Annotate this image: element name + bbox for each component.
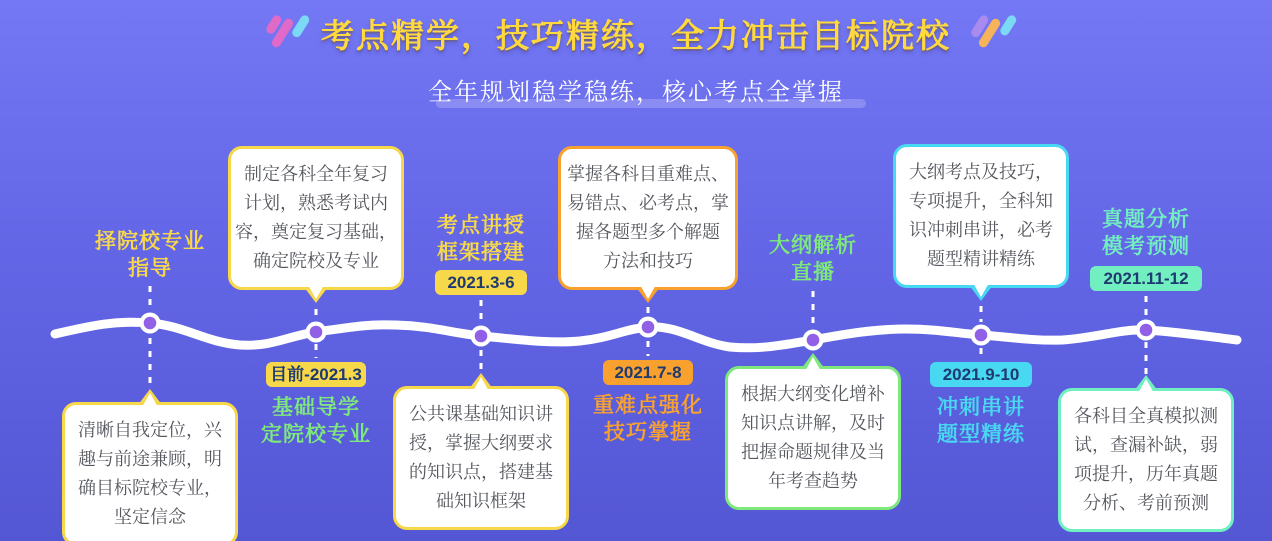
stage2-detail-line: 计划，熟悉考试内 — [244, 193, 388, 213]
page-title: 考点精学，技巧精练，全力冲击目标院校 — [321, 16, 951, 54]
timeline-node-5 — [803, 330, 824, 351]
stage7-detail-line: 项提升，历年真题 — [1074, 464, 1218, 484]
timeline-node-1 — [140, 313, 161, 334]
stage5-callout — [725, 366, 901, 510]
stage3-detail-line: 础知识框架 — [436, 491, 526, 511]
stage6-label-line2: 题型精练 — [937, 423, 1025, 446]
stage3-detail-line: 公共课基础知识讲 — [409, 404, 553, 424]
stage6-detail-line: 大纲考点及技巧， — [909, 162, 1053, 182]
stage7-label — [1058, 206, 1234, 260]
stage4-callout — [558, 146, 738, 290]
stage7-detail-line: 各科目全真模拟测 — [1074, 406, 1218, 426]
stage2-callout — [228, 146, 404, 290]
stage3-label — [393, 212, 569, 266]
stage4-date-badge: 2021.7-8 — [603, 360, 693, 385]
stage1-callout-tail — [138, 389, 162, 405]
stage4-detail-line: 易错点、必考点，掌 — [567, 193, 729, 213]
stage5-detail-line: 年考查趋势 — [768, 471, 858, 491]
stage2-date-badge: 目前-2021.3 — [266, 362, 366, 387]
stage1-detail-line: 清晰自我定位，兴 — [78, 420, 222, 440]
stage3-date-badge: 2021.3-6 — [435, 270, 527, 295]
stage2-detail-line: 容，奠定复习基础， — [235, 222, 397, 242]
stage4-detail-line: 掌握各科目重难点、 — [567, 164, 729, 184]
stage2-callout-tail — [304, 287, 328, 303]
stage2-label-line1: 基础导学 — [272, 396, 360, 419]
stage7-label-line2: 模考预测 — [1102, 235, 1190, 258]
stage1-callout — [62, 402, 238, 541]
stage7-label-line1: 真题分析 — [1102, 208, 1190, 231]
stage4-callout-tail — [636, 287, 660, 303]
stage4-detail-line: 方法和技巧 — [603, 251, 693, 271]
stage6-label-line1: 冲刺串讲 — [937, 396, 1025, 419]
stage6-label — [893, 394, 1069, 448]
stage6-callout — [893, 144, 1069, 288]
stage5-label — [725, 232, 901, 286]
stage5-label-line1: 大纲解析 — [769, 234, 857, 257]
page-subtitle: 全年规划稳学稳练，核心考点全掌握 — [428, 79, 844, 106]
stage1-detail-line: 趣与前途兼顾，明 — [78, 449, 222, 469]
stage4-label — [560, 392, 736, 446]
stage5-callout-tail — [801, 353, 825, 369]
stage3-detail-line: 的知识点，搭建基 — [409, 462, 553, 482]
stage2-label-line2: 定院校专业 — [261, 423, 371, 446]
stage4-label-line1: 重难点强化 — [593, 394, 703, 417]
stage6-detail-line: 专项提升，全科知 — [909, 191, 1053, 211]
stage7-callout — [1058, 388, 1234, 532]
stage7-detail-line: 试，查漏补缺，弱 — [1074, 435, 1218, 455]
stage6-date-badge: 2021.9-10 — [930, 362, 1032, 387]
stage1-label-line2: 指导 — [128, 257, 172, 280]
stage3-callout-tail — [469, 373, 493, 389]
stage1-label-line1: 择院校专业 — [95, 230, 205, 253]
stage6-callout-tail — [969, 285, 993, 301]
stage2-detail-line: 制定各科全年复习 — [244, 164, 388, 184]
stage1-detail-line: 坚定信念 — [114, 507, 186, 527]
stage1-label — [62, 228, 238, 282]
stage3-label-line2: 框架搭建 — [437, 241, 525, 264]
stage4-detail-line: 握各题型多个解题 — [576, 222, 720, 242]
timeline-node-2 — [306, 322, 327, 343]
stage7-callout-tail — [1134, 375, 1158, 391]
timeline-node-6 — [971, 325, 992, 346]
stage5-detail-line: 知识点讲解，及时 — [741, 413, 885, 433]
stage5-label-line2: 直播 — [791, 261, 835, 284]
stage3-callout — [393, 386, 569, 530]
stage5-detail-line: 根据大纲变化增补 — [741, 384, 885, 404]
stage6-detail-line: 题型精讲精练 — [927, 249, 1035, 269]
stage3-detail-line: 授，掌握大纲要求 — [409, 433, 553, 453]
stage7-detail-line: 分析、考前预测 — [1083, 493, 1209, 513]
stage6-detail-line: 识冲刺串讲，必考 — [909, 220, 1053, 240]
stage3-label-line1: 考点讲授 — [437, 214, 525, 237]
stage4-label-line2: 技巧掌握 — [604, 421, 692, 444]
stage2-label — [228, 394, 404, 448]
timeline-node-3 — [471, 326, 492, 347]
timeline-node-7 — [1136, 320, 1157, 341]
timeline-node-4 — [638, 317, 659, 338]
stage5-detail-line: 把握命题规律及当 — [741, 442, 885, 462]
stage1-detail-line: 确目标院校专业， — [78, 478, 222, 498]
stage2-detail-line: 确定院校及专业 — [253, 251, 379, 271]
stage7-date-badge: 2021.11-12 — [1090, 266, 1202, 291]
